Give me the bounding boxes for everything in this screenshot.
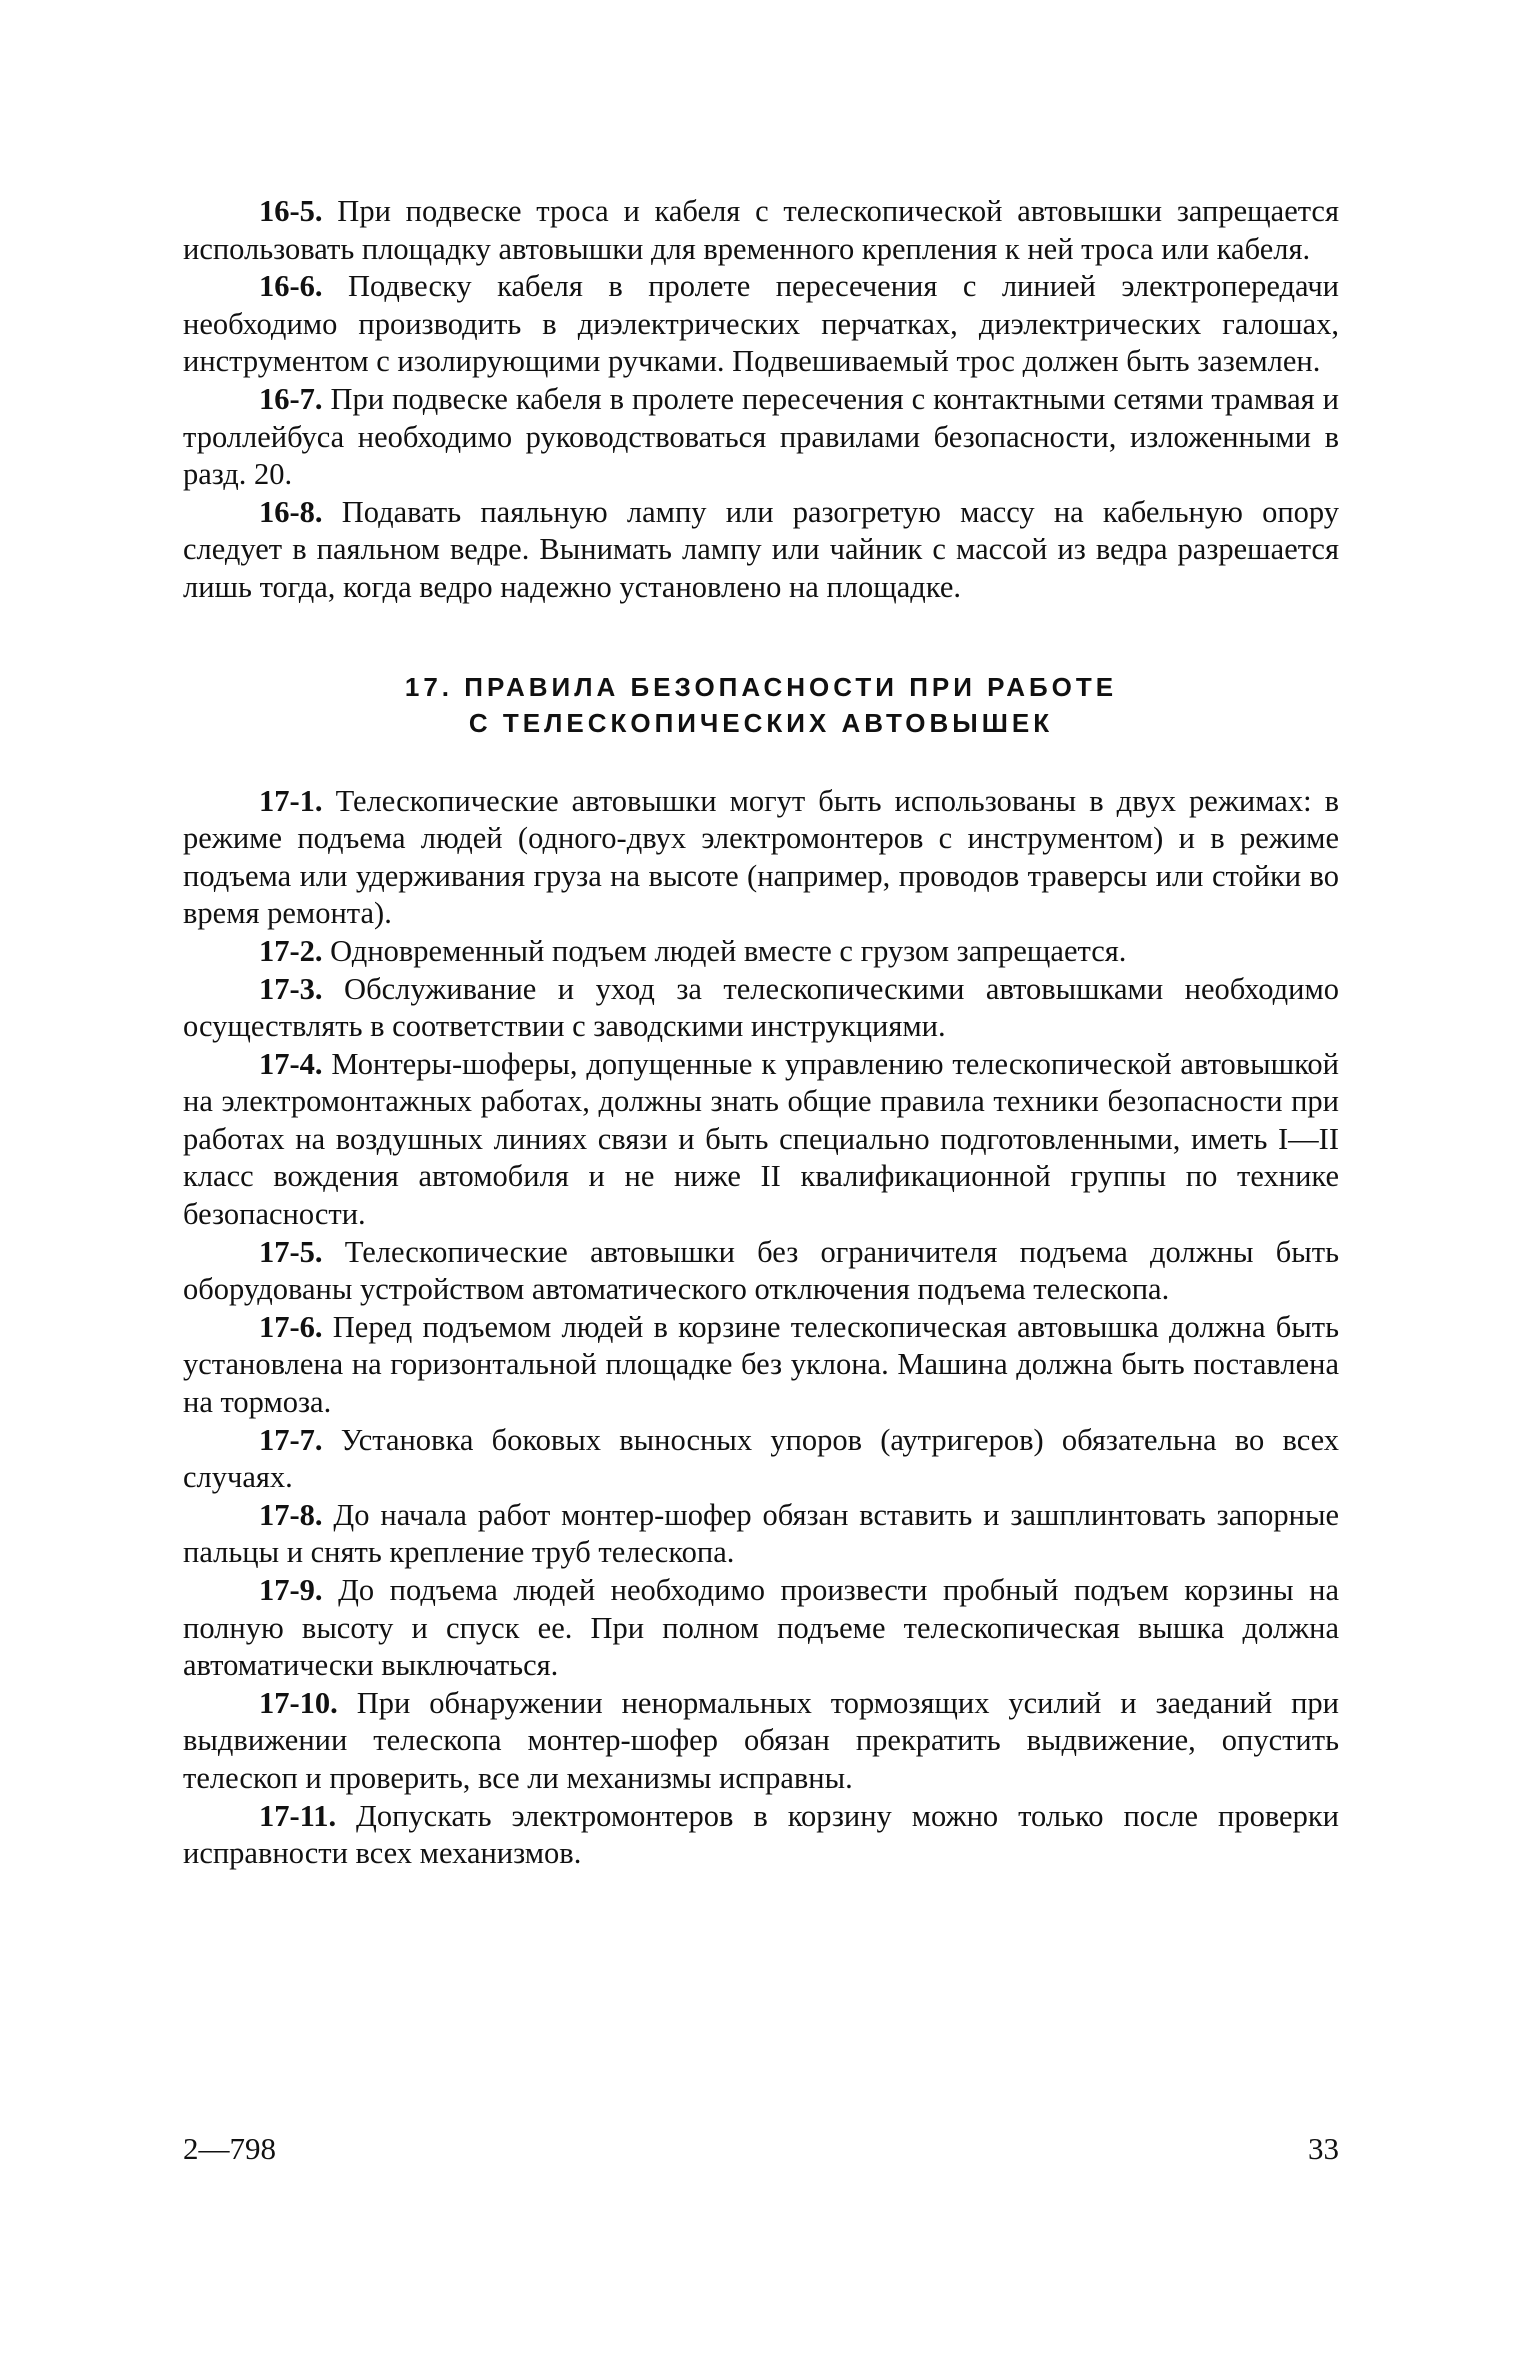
printer-signature: 2—798 xyxy=(183,2131,276,2166)
paragraph-number: 17-11. xyxy=(259,1798,337,1833)
paragraph-number: 17-4. xyxy=(259,1046,323,1081)
page-number: 33 xyxy=(1308,2131,1339,2166)
paragraph-number: 17-1. xyxy=(259,783,323,818)
paragraph-17-1 xyxy=(183,783,1339,933)
paragraph-17-6 xyxy=(183,1309,1339,1422)
paragraph-number: 17-10. xyxy=(259,1685,338,1720)
paragraph-16-7 xyxy=(183,381,1339,494)
paragraph-text: Перед подъемом людей в корзине телескопическая автовышка должна быть установлена на горизонтальной площадке без уклона. Машина должна быть поставлена на тормоза. xyxy=(183,1309,1339,1420)
paragraph-17-7 xyxy=(183,1422,1339,1497)
paragraph-text: До начала работ монтер-шофер обязан вставить и зашплинтовать запорные пальцы и снять крепление труб телескопа. xyxy=(183,1497,1339,1570)
paragraph-text: Телескопические автовышки могут быть использованы в двух режимах: в режиме подъема людей (одного-двух электромонтеров с инструментом) и в режиме подъема или удерживания груза на высоте (например, проводов траверсы или стойки во время ремонта). xyxy=(183,783,1339,931)
paragraph-text: Допускать электромонтеров в корзину можно только после проверки исправности всех механизмов. xyxy=(183,1798,1339,1871)
paragraph-number: 16-7. xyxy=(259,381,323,416)
paragraph-number: 17-6. xyxy=(259,1309,323,1344)
paragraph-text: Обслуживание и уход за телескопическими автовышками необходимо осуществлять в соответствии с заводскими инструкциями. xyxy=(183,971,1339,1044)
paragraph-17-10 xyxy=(183,1685,1339,1798)
section-heading xyxy=(183,669,1339,741)
paragraph-text: Телескопические автовышки без ограничителя подъема должны быть оборудованы устройством автоматического отключения подъема телескопа. xyxy=(183,1234,1339,1307)
paragraph-text: Подвеску кабеля в пролете пересечения с линией электропередачи необходимо производить в диэлектрических перчатках, диэлектрических галошах, инструментом с изолирующими ручками. Подвешиваемый трос должен быть заземлен. xyxy=(183,269,1339,379)
paragraph-text: Установка боковых выносных упоров (аутригеров) обязательна во всех случаях. xyxy=(183,1422,1339,1495)
paragraph-17-9 xyxy=(183,1572,1339,1685)
paragraph-text: До подъема людей необходимо произвести пробный подъем корзины на полную высоту и спуск ее. При полном подъеме телескопическая вышка должна автоматически выключаться. xyxy=(183,1573,1339,1683)
paragraph-number: 17-8. xyxy=(259,1497,323,1532)
paragraph-text: При подвеске кабеля в пролете пересечения с контактными сетями трамвая и троллейбуса необходимо руководствоваться правилами безопасности, изложенными в разд. 20. xyxy=(183,381,1339,492)
paragraph-17-5 xyxy=(183,1234,1339,1309)
paragraph-text: При обнаружении ненормальных тормозящих усилий и заеданий при выдвижении телескопа монтер-шофер обязан прекратить выдвижение, опустить телескоп и проверить, все ли механизмы исправны. xyxy=(183,1685,1339,1795)
paragraph-17-3 xyxy=(183,971,1339,1046)
section-heading-line-1: 17. ПРАВИЛА БЕЗОПАСНОСТИ ПРИ РАБОТЕ xyxy=(404,671,1118,702)
section-heading-line-2: С ТЕЛЕСКОПИЧЕСКИХ АВТОВЫШЕК xyxy=(468,707,1054,738)
paragraph-17-8 xyxy=(183,1497,1339,1572)
paragraph-16-6 xyxy=(183,268,1339,381)
paragraph-number: 17-3. xyxy=(259,971,323,1006)
paragraph-number: 16-6. xyxy=(259,269,323,304)
paragraph-number: 16-8. xyxy=(259,494,323,529)
paragraph-17-2 xyxy=(183,933,1339,971)
paragraph-text: Монтеры-шоферы, допущенные к управлению телескопической автовышкой на электромонтажных работах, должны знать общие правила техники безопасности при работах на воздушных линиях связи и быть специально подготовленными, иметь I—II класс вождения автомобиля и не ниже II квалификационной группы по технике безопасности. xyxy=(183,1046,1339,1232)
paragraph-number: 17-9. xyxy=(259,1573,323,1607)
paragraph-16-8 xyxy=(183,494,1339,607)
paragraph-number: 17-7. xyxy=(259,1422,323,1457)
paragraph-text: Одновременный подъем людей вместе с грузом запрещается. xyxy=(322,933,1127,968)
paragraph-number: 17-2. xyxy=(259,933,323,968)
paragraph-17-11 xyxy=(183,1798,1339,1873)
page-footer xyxy=(183,2130,1339,2170)
paragraph-number: 17-5. xyxy=(259,1234,323,1269)
paragraph-number: 16-5. xyxy=(259,194,323,228)
paragraph-16-5 xyxy=(183,193,1339,268)
paragraph-text: При подвеске троса и кабеля с телескопической автовышки запрещается использовать площадку автовышки для временного крепления к ней троса или кабеля. xyxy=(183,194,1339,266)
paragraph-text: Подавать паяльную лампу или разогретую массу на кабельную опору следует в паяльном ведре. Вынимать лампу или чайник с массой из ведра разрешается лишь тогда, когда ведро надежно установлено на площадке. xyxy=(183,494,1339,604)
document-page xyxy=(183,193,1339,2303)
paragraph-17-4 xyxy=(183,1046,1339,1234)
